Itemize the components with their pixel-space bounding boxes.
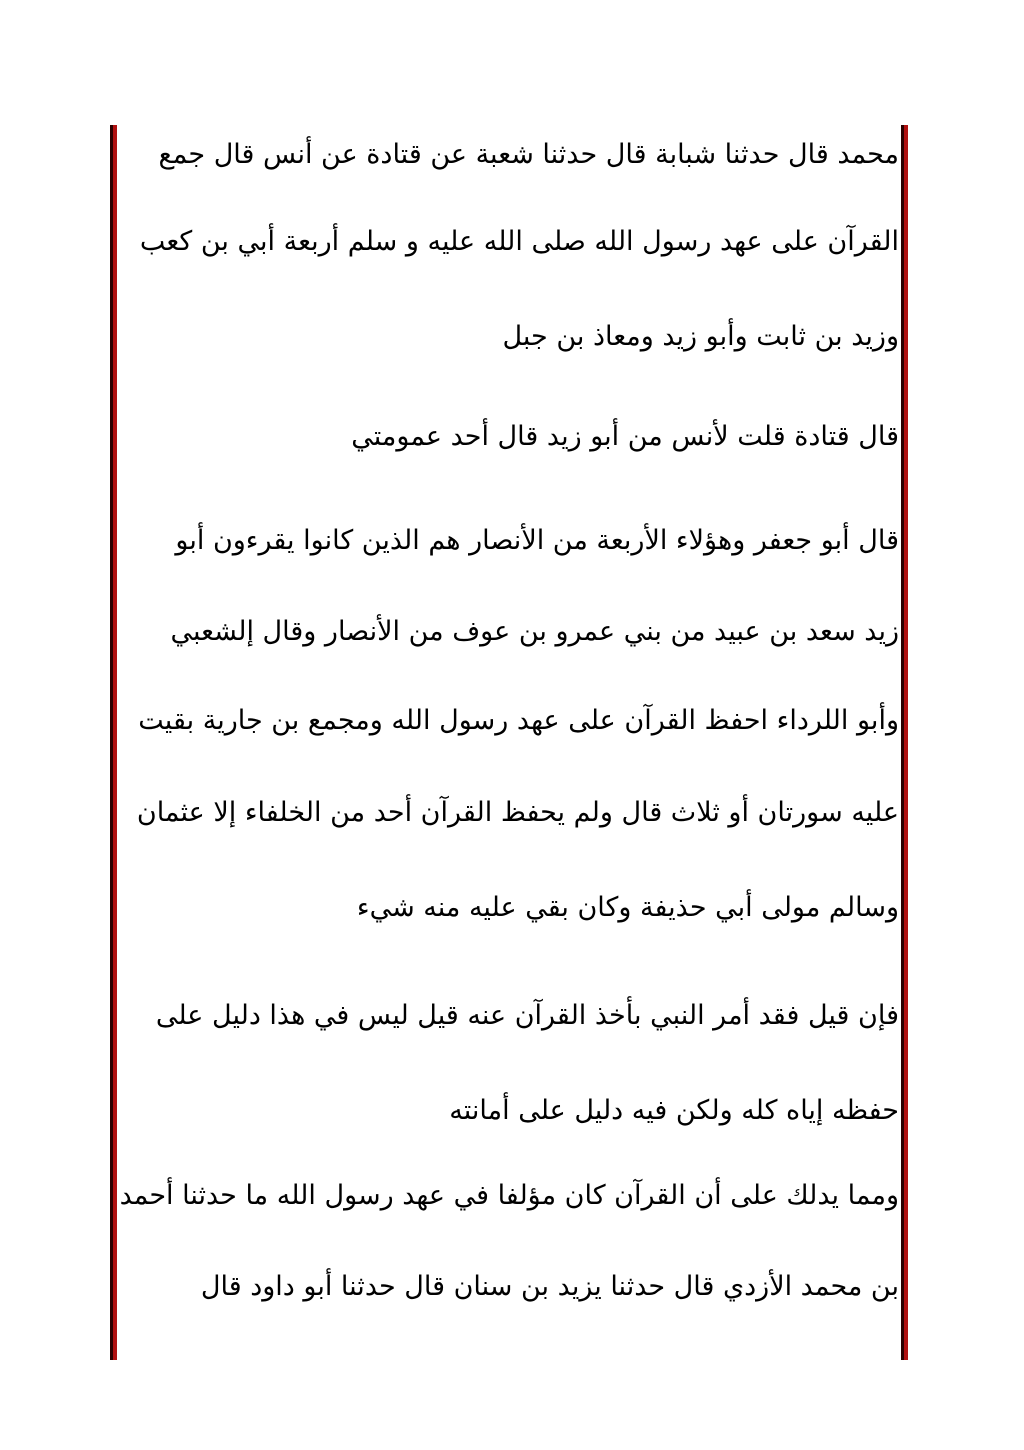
text-line-10: فإن قيل فقد أمر النبي بأخذ القرآن عنه قيل ليس في هذا دليل على [155, 1000, 899, 1031]
text-line-9: وسالم مولى أبي حذيفة وكان بقي عليه منه شيء [356, 892, 899, 923]
text-line-3: وزيد بن ثابت وأبو زيد ومعاذ بن جبل [502, 321, 899, 352]
text-line-7: وأبو اللرداء احفظ القرآن على عهد رسول الله ومجمع بن جارية بقيت [138, 705, 899, 736]
text-line-8: عليه سورتان أو ثلاث قال ولم يحفظ القرآن أحد من الخلفاء إلا عثمان [136, 797, 899, 828]
text-line-2: القرآن على عهد رسول الله صلى الله عليه و سلم أربعة أبي بن كعب [139, 226, 899, 257]
document-page [117, 125, 901, 1360]
text-line-4: قال قتادة قلت لأنس من أبو زيد قال أحد عمومتي [351, 421, 899, 452]
text-line-5: قال أبو جعفر وهؤلاء الأربعة من الأنصار هم الذين كانوا يقرءون أبو [175, 525, 899, 556]
page-border-right-inner [904, 125, 908, 1360]
text-line-1: محمد قال حدثنا شبابة قال حدثنا شعبة عن قتادة عن أنس قال جمع [158, 139, 899, 170]
text-line-12: ومما يدلك على أن القرآن كان مؤلفا في عهد رسول الله ما حدثنا أحمد [119, 1180, 899, 1211]
text-line-6: زيد سعد بن عبيد من بني عمرو بن عوف من الأنصار وقال إلشعبي [170, 616, 899, 647]
text-line-11: حفظه إياه كله ولكن فيه دليل على أمانته [449, 1095, 899, 1126]
text-line-13: بن محمد الأزدي قال حدثنا يزيد بن سنان قال حدثنا أبو داود قال [200, 1271, 899, 1302]
